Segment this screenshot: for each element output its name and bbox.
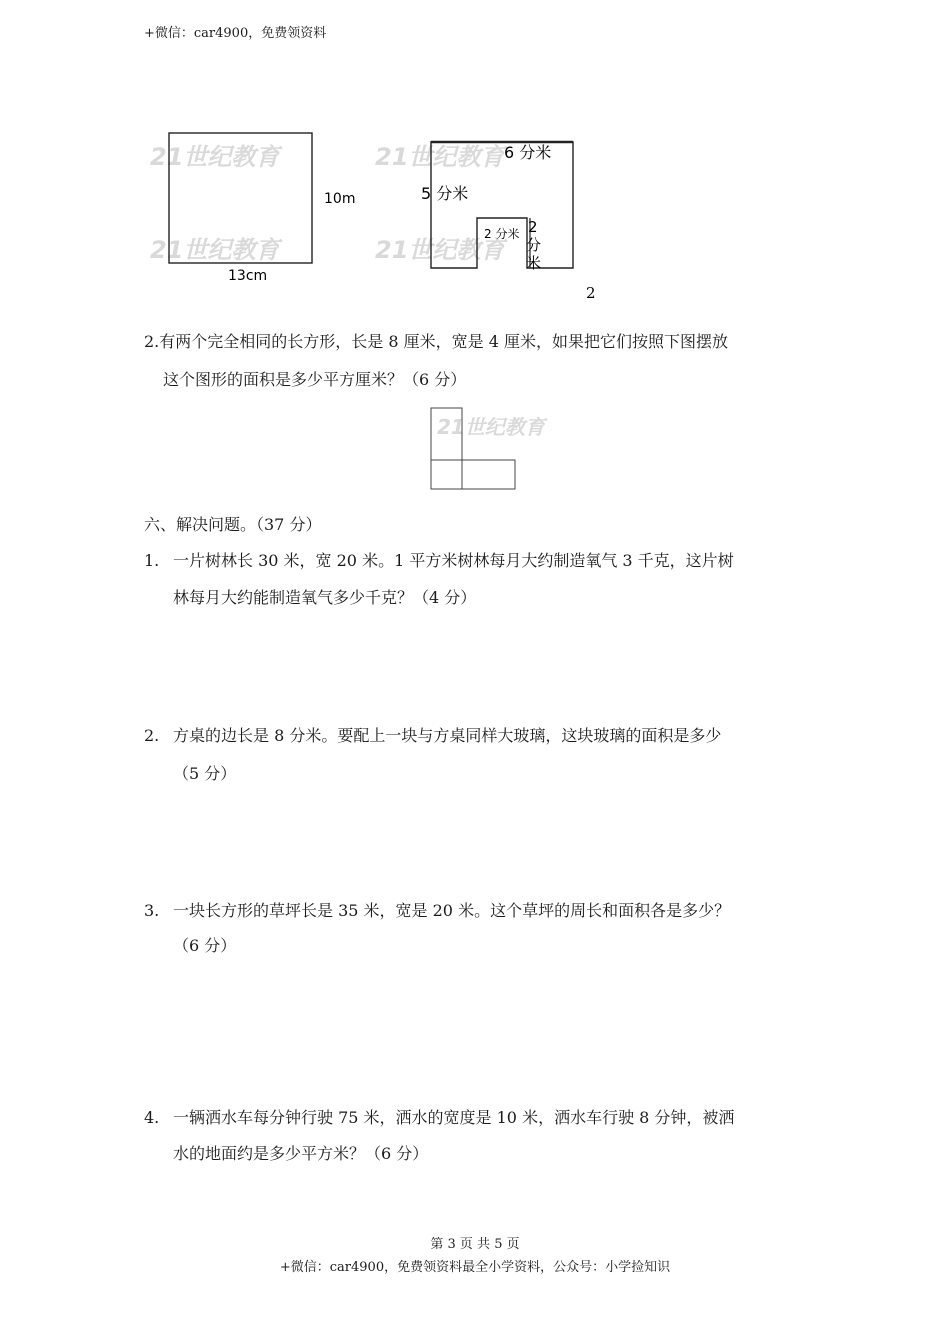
sec6-q2-line1: 方桌的边长是 8 分米。要配上一块与方桌同样大玻璃，这块玻璃的面积是多少 xyxy=(173,726,722,745)
footer-page-number: 第 3 页 共 5 页 xyxy=(430,1237,520,1252)
watermark-2: 21世纪教育 xyxy=(375,143,505,171)
sec6-q2-line2: （5 分） xyxy=(173,764,237,783)
sec6-q4-line1: 一辆洒水车每分钟行驶 75 米，洒水的宽度是 10 米，洒水车行驶 8 分钟，被洒 xyxy=(173,1108,735,1127)
sec6-q1-num: 1. xyxy=(144,551,160,570)
l-shape-figure xyxy=(425,402,545,494)
sec6-q1-line1: 一片树林长 30 米，宽 20 米。1 平方米树林每月大约制造氧气 3 千克，这片树 xyxy=(173,551,734,570)
sec6-q3-line2: （6 分） xyxy=(173,936,237,955)
notched-right-label-3: 米 xyxy=(526,254,542,272)
figures-row xyxy=(140,120,640,310)
stray-label: 2 xyxy=(586,284,596,302)
sec6-q4-line2: 水的地面约是多少平方米？（6 分） xyxy=(173,1144,429,1163)
notched-inner-label: 2 分米 xyxy=(484,227,520,241)
notched-right-label-2: 分 xyxy=(526,236,542,254)
watermark-4: 21世纪教育 xyxy=(375,236,505,264)
sec6-q4-num: 4. xyxy=(144,1108,160,1127)
footer-note: +微信：car4900，免费领资料最全小学资料，公众号：小学捡知识 xyxy=(279,1260,671,1275)
sec6-title: 六、解决问题。（37 分） xyxy=(144,515,322,534)
notched-top-label: 6 分米 xyxy=(504,143,552,162)
watermark-5: 21世纪教育 xyxy=(437,415,545,439)
sec5-q2-line1: 2.有两个完全相同的长方形，长是 8 厘米，宽是 4 厘米，如果把它们按照下图摆放 xyxy=(144,332,728,351)
square-bottom-label: 13cm xyxy=(228,268,268,284)
sec6-q1-line2: 林每月大约能制造氧气多少千克？（4 分） xyxy=(173,588,477,607)
notched-right-label-1: 2 xyxy=(528,218,538,236)
rect-horizontal xyxy=(431,460,515,489)
watermark-1: 21世纪教育 xyxy=(150,143,280,171)
square-side-label: 10m xyxy=(324,191,356,207)
header-note: +微信：car4900，免费领资料 xyxy=(144,26,327,41)
watermark-3: 21世纪教育 xyxy=(150,236,280,264)
sec6-q2-num: 2. xyxy=(144,726,160,745)
notched-left-label: 5 分米 xyxy=(421,184,469,203)
sec6-q3-line1: 一块长方形的草坪长是 35 米，宽是 20 米。这个草坪的周长和面积各是多少？ xyxy=(173,901,731,920)
sec6-q3-num: 3. xyxy=(144,901,160,920)
sec5-q2-line2: 这个图形的面积是多少平方厘米？（6 分） xyxy=(163,370,467,389)
